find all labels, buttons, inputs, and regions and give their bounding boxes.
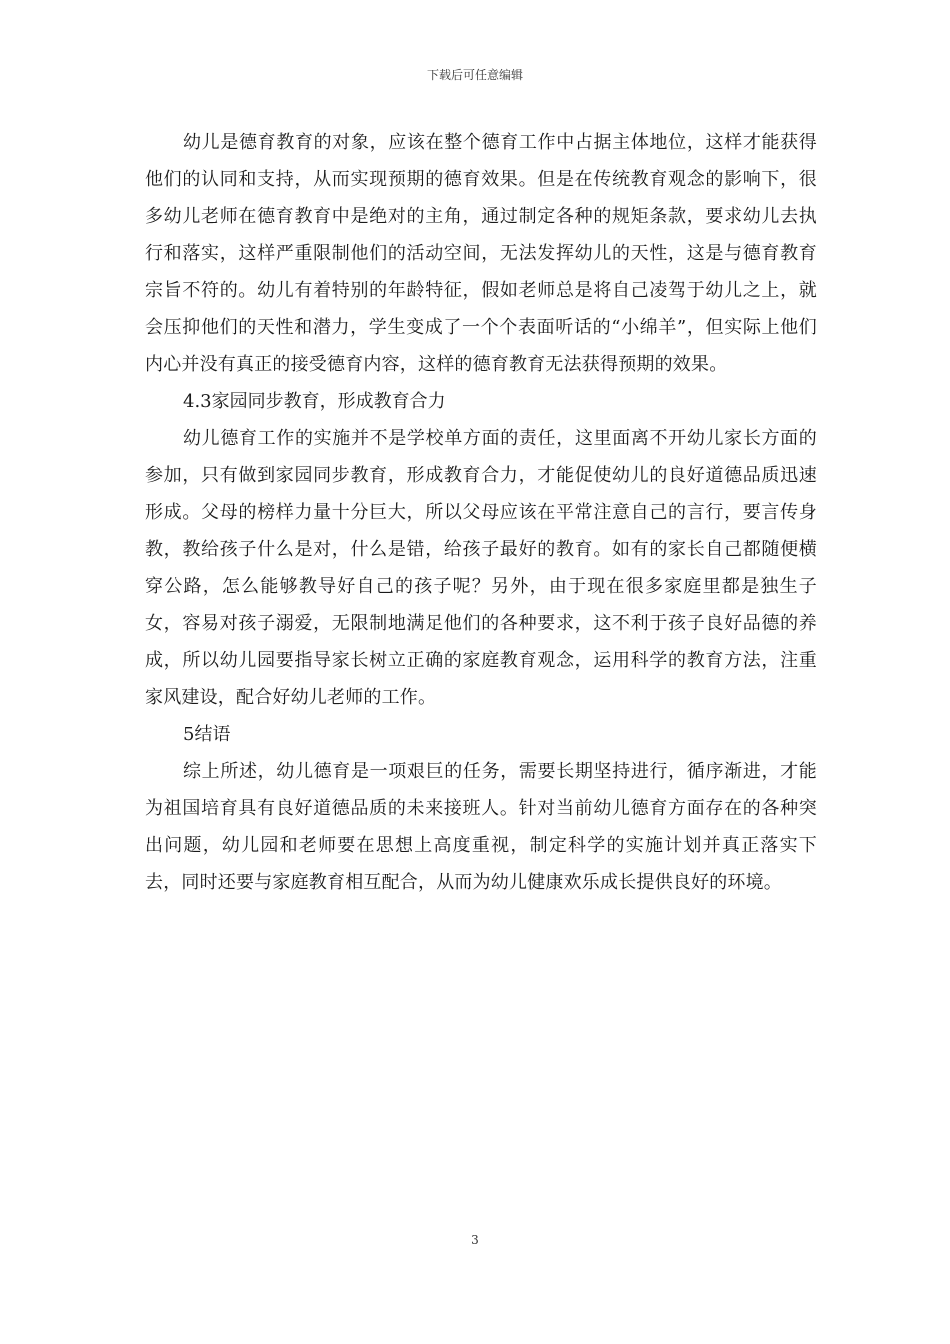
section-heading-4-3: 4.3家园同步教育，形成教育合力 [183, 391, 446, 412]
paragraph-3: 综上所述，幼儿德育是一项艰巨的任务，需要长期坚持进行，循序渐进，才能为祖国培育具有良好道德品质的未来接班人。针对当前幼儿德育方面存在的各种突出问题，幼儿园和老师要在思想上高度重视，制定科学的实施计划并真正落实下去，同时还要与家庭教育相互配合，从而为幼儿健康欢乐成长提供良好的环境。 [145, 761, 817, 893]
section-heading-5: 5结语 [183, 724, 231, 745]
page-header: 下载后可任意编辑 [426, 68, 523, 82]
paragraph-1: 幼儿是德育教育的对象，应该在整个德育工作中占据主体地位，这样才能获得他们的认同和支持，从而实现预期的德育效果。但是在传统教育观念的影响下，很多幼儿老师在德育教育中是绝对的主角，通过制定各种的规矩条款，要求幼儿去执行和落实，这样严重限制他们的活动空间，无法发挥幼儿的天性，这是与德育教育宗旨不符的。幼儿有着特别的年龄特征，假如老师总是将自己凌驾于幼儿之上，就会压抑他们的天性和潜力，学生变成了一个个表面听话的“小绵羊”，但实际上他们内心并没有真正的接受德育内容，这样的德育教育无法获得预期的效果。 [145, 132, 817, 375]
page-number: 3 [471, 1233, 479, 1247]
paragraph-2: 幼儿德育工作的实施并不是学校单方面的责任，这里面离不开幼儿家长方面的参加，只有做到家园同步教育，形成教育合力，才能促使幼儿的良好道德品质迅速形成。父母的榜样力量十分巨大，所以父母应该在平常注意自己的言行，要言传身教，教给孩子什么是对，什么是错，给孩子最好的教育。如有的家长自己都随便横穿公路，怎么能够教导好自己的孩子呢？另外，由于现在很多家庭里都是独生子女，容易对孩子溺爱，无限制地满足他们的各种要求，这不利于孩子良好品德的养成，所以幼儿园要指导家长树立正确的家庭教育观念，运用科学的教育方法，注重家风建设，配合好幼儿老师的工作。 [145, 428, 817, 708]
document-body [145, 124, 817, 901]
